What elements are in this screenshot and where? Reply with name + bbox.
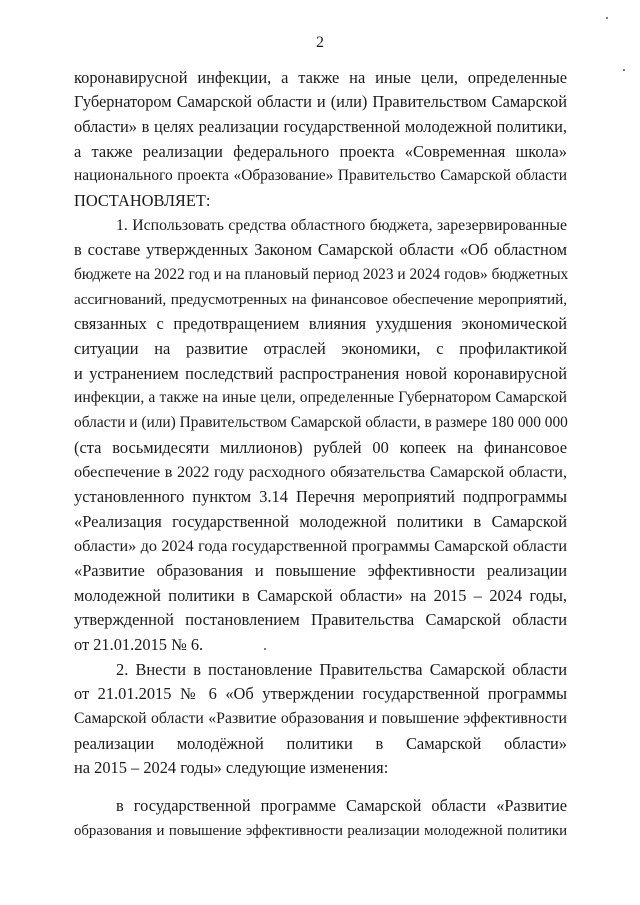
text-line: ПОСТАНОВЛЯЕТ:: [74, 191, 211, 210]
scan-speck: [264, 648, 266, 650]
text-line: связанных с предотвращением влияния ухудшения экономической: [74, 314, 567, 333]
paragraph-3-first-line: в государственной программе Самарской области «Развитие: [116, 796, 567, 815]
text-line: Губернатором Самарской области и (или) Правительством Самарской: [74, 92, 567, 111]
text-line: области и (или) Правительством Самарской области, в размере 180 000 000: [74, 414, 568, 431]
text-line: области» в целях реализации государственной молодежной политики,: [74, 117, 567, 136]
text-line: молодежной политики в Самарской области» на 2015 – 2024 годы,: [74, 586, 567, 605]
text-line: ситуации на развитие отраслей экономики, с профилактикой: [74, 339, 567, 358]
text-line: национального проекта «Образование» Правительство Самарской области: [74, 167, 567, 184]
text-line: реализации молодёжной политики в Самарской области»: [74, 734, 567, 753]
scan-speck: [623, 69, 625, 71]
text-line: бюджете на 2022 год и на плановый период 2023 и 2024 годов» бюджетных: [74, 266, 569, 283]
text-line: ассигнований, предусмотренных на финансовое обеспечение мероприятий,: [74, 291, 567, 308]
text-line: и устранением последствий распространения новой коронавирусной: [74, 364, 567, 383]
text-line: а также реализации федерального проекта «Современная школа»: [74, 142, 567, 161]
text-line: на 2015 – 2024 годы» следующие изменения:: [74, 758, 389, 777]
paragraph-1-first-line: 1. Использовать средства областного бюджета, зарезервированные: [116, 217, 567, 234]
paragraph-2-first-line: 2. Внести в постановление Правительства Самарской области: [116, 660, 567, 679]
text-line: Самарской области «Развитие образования и повышение эффективности: [74, 710, 567, 727]
text-line: обеспечение в 2022 году расходного обязательства Самарской области,: [74, 463, 567, 481]
text-line: области» до 2024 года государственной программы Самарской области: [74, 537, 567, 555]
text-line: инфекции, а также на иные цели, определенные Губернатором Самарской: [74, 389, 567, 406]
scan-speck: [606, 17, 608, 19]
text-line: от 21.01.2015 № 6 «Об утверждении государственной программы: [74, 684, 567, 703]
text-line: образования и повышение эффективности реализации молодежной политики: [74, 823, 567, 839]
text-line: установленного пунктом 3.14 Перечня мероприятий подпрограммы: [74, 487, 567, 506]
text-line: утвержденной постановлением Правительства Самарской области: [74, 610, 567, 629]
page-number: 2: [316, 34, 324, 51]
text-line: (ста восьмидесяти миллионов) рублей 00 копеек на финансовое: [74, 438, 567, 457]
text-line: от 21.01.2015 № 6.: [74, 635, 204, 654]
text-line: «Развитие образования и повышение эффективности реализации: [74, 561, 567, 580]
text-line: «Реализация государственной молодежной политики в Самарской: [74, 512, 567, 531]
text-line: коронавирусной инфекции, а также на иные цели, определенные: [74, 68, 567, 87]
text-line: в составе утвержденных Законом Самарской области «Об областном: [74, 240, 567, 259]
